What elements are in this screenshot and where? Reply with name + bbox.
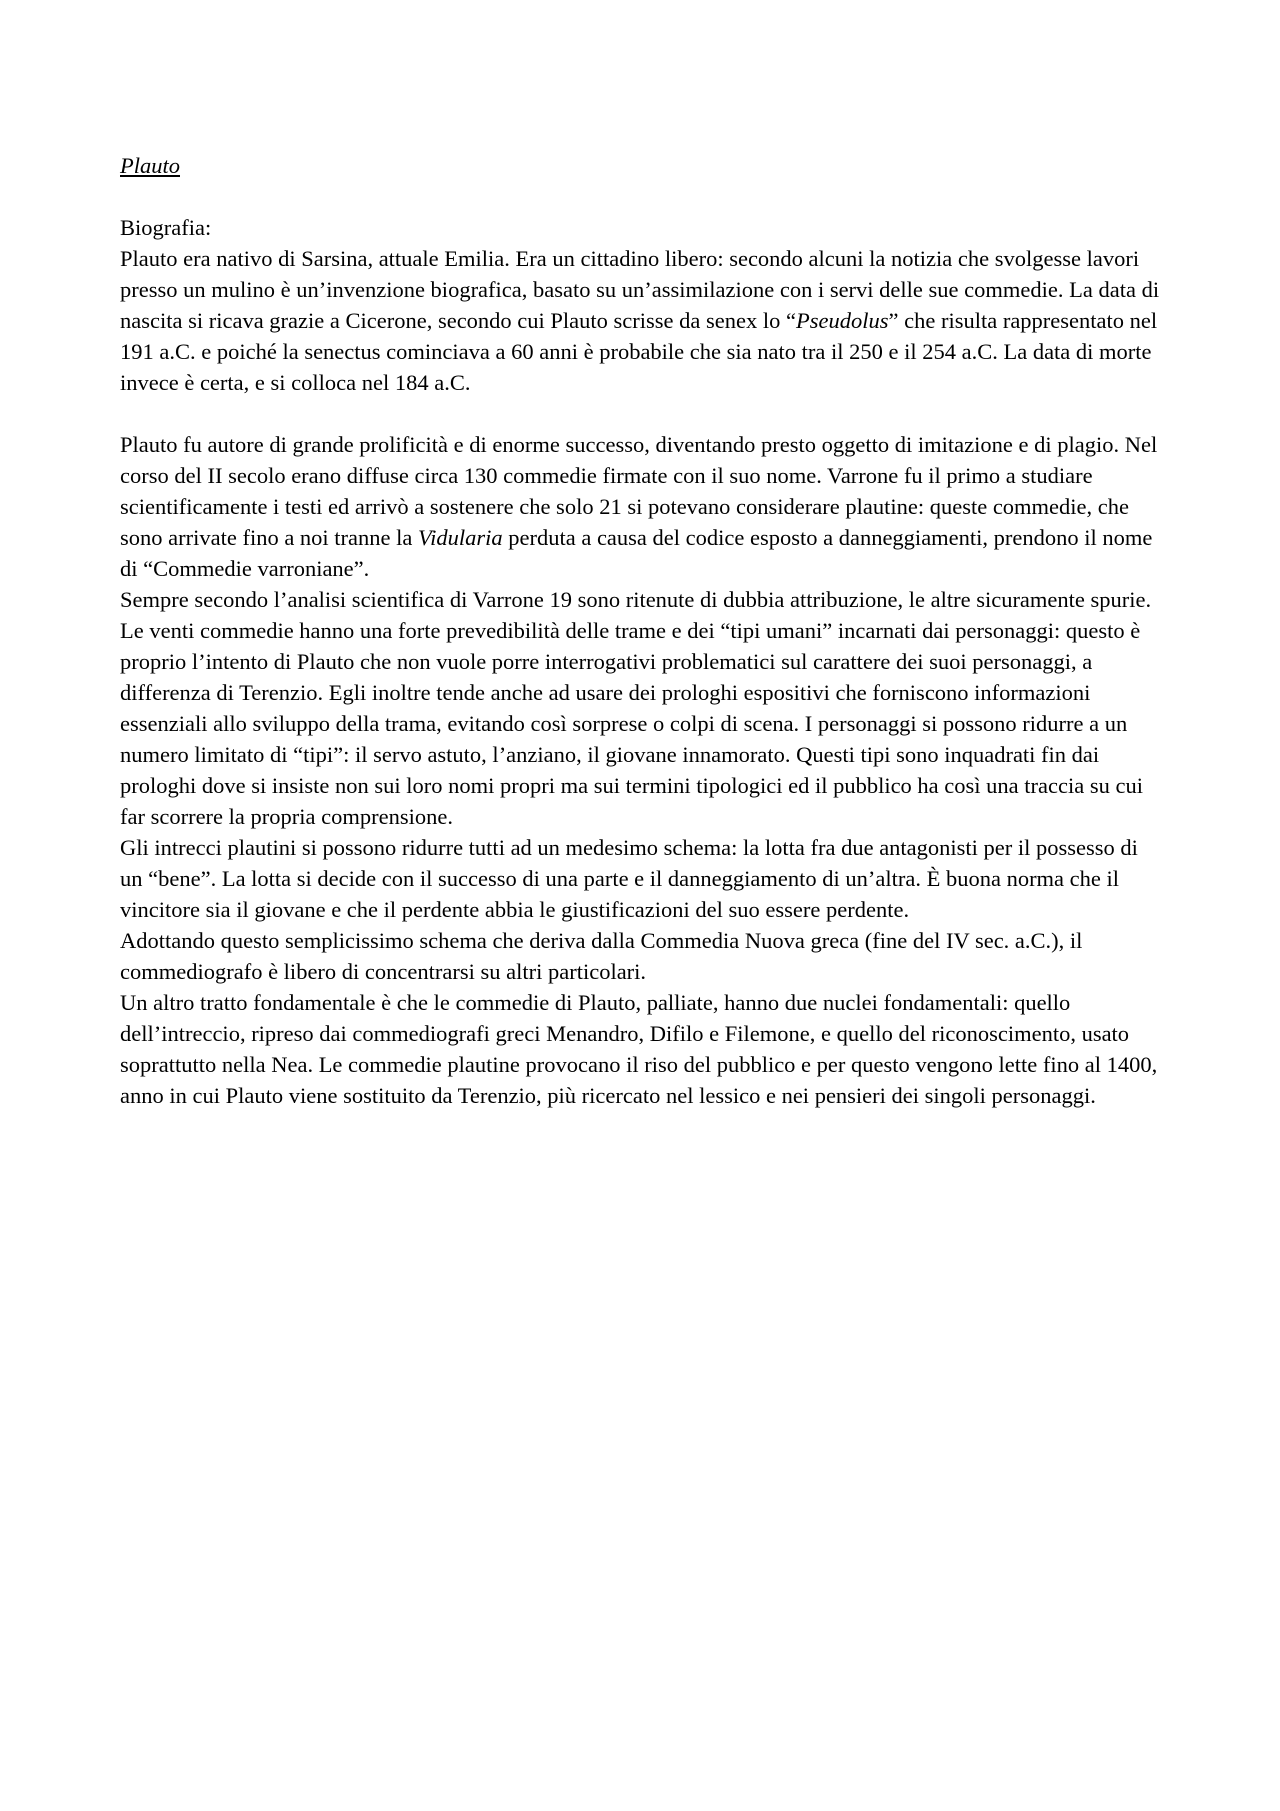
paragraph-character-types: Le venti commedie hanno una forte prevedibilità delle trame e dei “tipi umani” incarnati dai personaggi: questo è proprio l’intento di Plauto che non vuole porre interrogativi problematici sul carattere dei suoi personaggi, a differenza di Terenzio. Egli inoltre tende anche ad usare dei prologhi espositivi che forniscono informazioni essenziali allo sviluppo della trama, evitando così sorprese o colpi di scena. I personaggi si possono ridurre a un numero limitato di “tipi”: il servo astuto, l’anziano, il giovane innamorato. Questi tipi sono inquadrati fin dai prologhi dove si insiste non sui loro nomi propri ma sui termini tipologici ed il pubblico ha così una traccia su cui far scorrere la propria comprensione. [120,618,1143,829]
paragraph-text: perduta a causa del codice esposto a danneggiamenti, prendono il nome di “Commedie varroniane”. [120,525,1153,581]
paragraph-birth-death [120,243,1160,398]
paragraph-text: ” che risulta rappresentato nel 191 a.C. e poiché la senectus cominciava a 60 anni è probabile che sia nato tra il 250 e il 254 a.C. La data di morte invece è certa, e si colloca nel 184 a.C. [120,308,1158,395]
document-title: Plauto [120,153,180,178]
paragraph-text: Plauto era nativo di Sarsina, attuale Emilia. Era un cittadino libero: secondo alcuni la notizia che svolgesse lavori presso un mulino è un’invenzione biografica, basato su un’assimilazione con i servi delle sue commedie. La data di nascita si ricava grazie a Cicerone, secondo cui Plauto scrisse da senex lo “ [120,246,1160,333]
paragraph-attribution: Sempre secondo l’analisi scientifica di Varrone 19 sono ritenute di dubbia attribuzione, le altre sicuramente spurie. [120,587,1152,612]
paragraph-plot-schema: Gli intrecci plautini si possono ridurre tutti ad un medesimo schema: la lotta fra due antagonisti per il possesso di un “bene”. La lotta si decide con il successo di una parte e il danneggiamento di un’altra. È buona norma che il vincitore sia il giovane e che il perdente abbia le giustificazioni del suo essere perdente. [120,835,1138,922]
paragraph-new-comedy: Adottando questo semplicissimo schema che deriva dalla Commedia Nuova greca (fine del IV sec. a.C.), il commediografo è libero di concentrarsi su altri particolari. [120,928,1083,984]
paragraph-text: Plauto fu autore di grande prolificità e di enorme successo, diventando presto oggetto di imitazione e di plagio. Nel corso del II secolo erano diffuse circa 130 commedie firmate con il suo nome. Varrone fu il primo a studiare scientificamente i testi ed arrivò a sostenere che solo 21 si potevano considerare plautine: queste commedie, che sono arrivate fino a noi tranne la [120,432,1158,550]
section-label-biografia: Biografia: [120,215,212,240]
work-title-vidularia: Vidularia [418,525,503,550]
paragraph-spacer [120,398,1160,429]
work-title-pseudolus: Pseudolus [796,308,889,333]
paragraph-core-elements: Un altro tratto fondamentale è che le commedie di Plauto, palliate, hanno due nuclei fondamentali: quello dell’intreccio, ripreso dai commediografi greci Menandro, Difilo e Filemone, e quello del riconoscimento, usato soprattutto nella Nea. Le commedie plautine provocano il riso del pubblico e per questo vengono lette fino al 1400, anno in cui Plauto viene sostituito da Terenzio, più ricercato nel lessico e nei pensieri dei singoli personaggi. [120,990,1158,1108]
document-page [120,150,1160,1111]
paragraph-prolificity [120,429,1160,584]
